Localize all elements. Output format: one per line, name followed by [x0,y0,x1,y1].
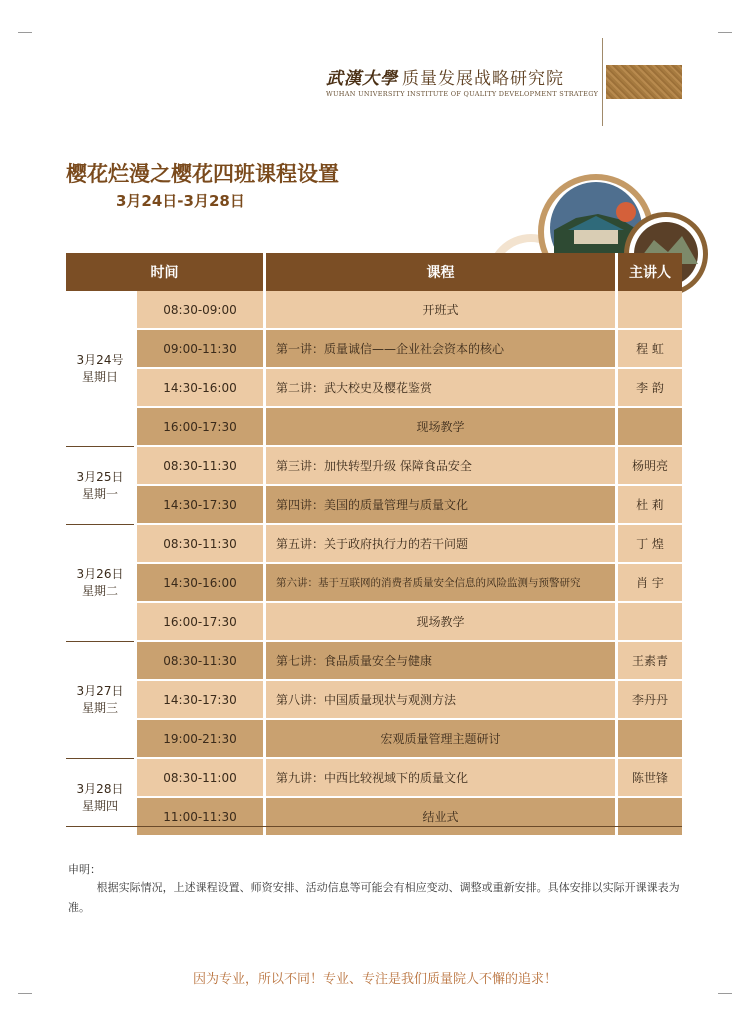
table-row [66,720,682,759]
weekday-label: 星期日 [81,369,118,384]
lecturer-cell [615,291,682,330]
photo-building [574,230,618,244]
table-row [66,564,682,603]
date-label: 3月27日 [76,684,124,698]
course-cell: 第八讲：中国质量现状与观测方法 [263,681,615,720]
lecturer-cell [615,798,682,837]
lecturer-cell [615,720,682,759]
lecturer-cell: 李丹丹 [615,681,682,720]
table-row [66,291,682,330]
crop-mark-bottom-right [718,993,732,1008]
date-cell [66,291,134,447]
weekday-label: 星期一 [81,486,118,501]
note-body: 根据实际情况，上述课程设置、师资安排、活动信息等可能会有相应变动、调整或重新安排。具体安排以实际开课课表为准。 [68,881,680,914]
time-cell: 08:30-11:30 [134,642,263,681]
lecturer-cell: 李 韵 [615,369,682,408]
course-cell: 现场教学 [263,408,615,447]
weekday-label: 星期四 [81,799,118,813]
table-row [66,681,682,720]
header-divider [602,38,603,126]
note-heading: 申明： [68,863,101,876]
date-cell [66,642,134,759]
lecturer-cell: 陈世锋 [615,759,682,798]
lecturer-cell [615,408,682,447]
lecturer-cell: 肖 宇 [615,564,682,603]
lecturer-cell: 丁 煌 [615,525,682,564]
page-title: 樱花烂漫之樱花四班课程设置 [66,162,339,186]
table-row [66,759,682,798]
time-cell: 14:30-16:00 [134,369,263,408]
lecturer-cell: 杨明亮 [615,447,682,486]
weekday-label: 星期三 [81,701,118,715]
table-row [66,447,682,486]
lecturer-cell: 王素青 [615,642,682,681]
schedule-table [66,253,682,837]
time-cell: 08:30-11:00 [134,759,263,798]
table-row [66,603,682,642]
table-row [66,330,682,369]
table-row [66,642,682,681]
lecturer-cell [615,603,682,642]
header-time: 时间 [66,253,263,291]
table-bottom-rule [66,826,682,827]
course-cell: 第四讲：美国的质量管理与质量文化 [263,486,615,525]
sand-texture-block [606,65,682,99]
lecturer-cell: 杜 莉 [615,486,682,525]
lecturer-cell: 程 虹 [615,330,682,369]
date-cell [66,447,134,525]
course-cell: 结业式 [263,798,615,837]
table-row [66,408,682,447]
course-cell: 第六讲：基于互联网的消费者质量安全信息的风险监测与预警研究 [263,564,615,603]
time-cell: 09:00-11:30 [134,330,263,369]
course-cell: 第一讲：质量诚信——企业社会资本的核心 [263,330,615,369]
date-label: 3月28日 [76,782,124,796]
logo-english: WUHAN UNIVERSITY INSTITUTE OF QUALITY DEVELOPMENT STRATEGY [326,90,599,98]
logo-name: 质量发展战略研究院 [402,69,564,89]
time-cell: 16:00-17:30 [134,603,263,642]
time-cell: 08:30-09:00 [134,291,263,330]
table-row [66,369,682,408]
time-cell: 08:30-11:30 [134,525,263,564]
footer-slogan: 因为专业，所以不同！专业、专注是我们质量院人不懈的追求！ [192,972,557,987]
table-header-row [66,253,682,291]
institute-logo [326,64,564,89]
course-cell: 现场教学 [263,603,615,642]
crop-mark-bottom-left [18,993,32,1008]
course-cell: 第七讲：食品质量安全与健康 [263,642,615,681]
time-cell: 16:00-17:30 [134,408,263,447]
date-label: 3月25日 [76,469,124,484]
time-cell: 14:30-16:00 [134,564,263,603]
page-subtitle: 3月24日-3月28日 [116,192,245,210]
crop-mark-top-left [18,18,32,33]
weekday-label: 星期二 [81,584,118,598]
date-label: 3月26日 [76,567,124,581]
photo-autumn-tree [616,202,636,222]
time-cell: 14:30-17:30 [134,681,263,720]
table-row [66,486,682,525]
table-row [66,525,682,564]
course-cell: 第九讲：中西比较视域下的质量文化 [263,759,615,798]
logo-calligraphy: 武漢大學 [326,69,398,89]
time-cell: 14:30-17:30 [134,486,263,525]
course-cell: 第二讲：武大校史及樱花鉴赏 [263,369,615,408]
course-cell: 开班式 [263,291,615,330]
header-lecturer: 主讲人 [615,253,682,291]
course-cell: 第三讲：加快转型升级 保障食品安全 [263,447,615,486]
course-cell: 第五讲：关于政府执行力的若干问题 [263,525,615,564]
crop-mark-top-right [718,18,732,33]
time-cell: 08:30-11:30 [134,447,263,486]
header-course: 课程 [263,253,615,291]
time-cell: 19:00-21:30 [134,720,263,759]
table-row [66,798,682,837]
course-cell: 宏观质量管理主题研讨 [263,720,615,759]
date-label: 3月24号 [76,352,124,367]
time-cell: 11:00-11:30 [134,798,263,837]
date-cell [66,525,134,642]
